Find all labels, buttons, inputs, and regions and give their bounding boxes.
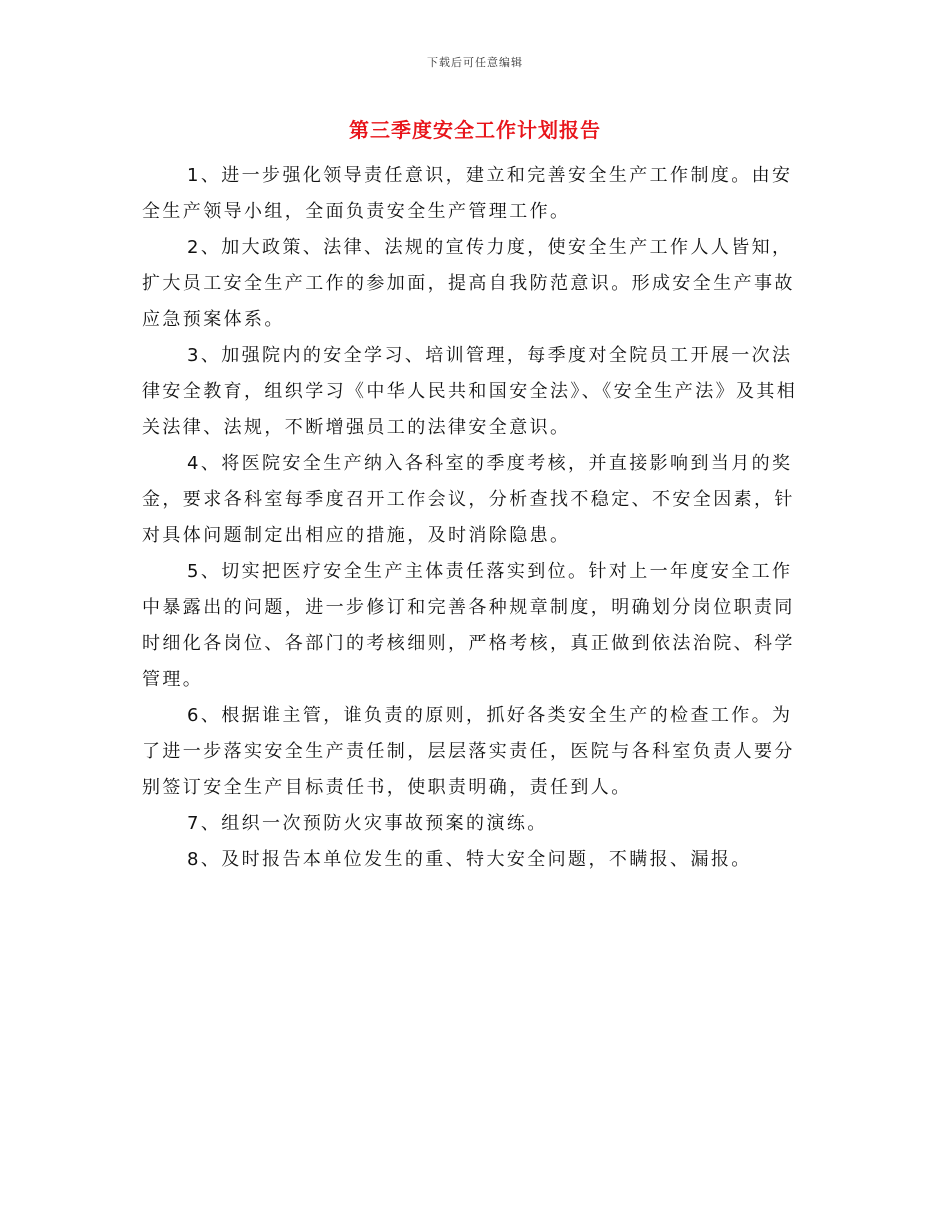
paragraph-4: 4、将医院安全生产纳入各科室的季度考核，并直接影响到当月的奖金，要求各科室每季度召开工作会议，分析查找不稳定、不安全因素，针对具体问题制定出相应的措施，及时消除隐患。 — [142, 453, 795, 546]
paragraph-1: 1、进一步强化领导责任意识，建立和完善安全生产工作制度。由安全生产领导小组，全面负责安全生产管理工作。 — [142, 165, 793, 222]
document-title: 第三季度安全工作计划报告 — [349, 118, 601, 142]
document-body — [142, 158, 812, 878]
paragraph-8: 8、及时报告本单位发生的重、特大安全问题，不瞒报、漏报。 — [187, 849, 752, 870]
header-note: 下载后可任意编辑 — [427, 56, 523, 69]
paragraph-5: 5、切实把医疗安全生产主体责任落实到位。针对上一年度安全工作中暴露出的问题，进一步修订和完善各种规章制度，明确划分岗位职责同时细化各岗位、各部门的考核细则，严格考核，真正做到依法治院、科学管理。 — [142, 561, 795, 690]
paragraph-6: 6、根据谁主管，谁负责的原则，抓好各类安全生产的检查工作。为了进一步落实安全生产责任制，层层落实责任，医院与各科室负责人要分别签订安全生产目标责任书，使职责明确，责任到人。 — [142, 705, 795, 798]
paragraph-7: 7、组织一次预防火灾事故预案的演练。 — [187, 813, 548, 834]
paragraph-3: 3、加强院内的安全学习、培训管理，每季度对全院员工开展一次法律安全教育，组织学习《中华人民共和国安全法》、《安全生产法》及其相关法律、法规，不断增强员工的法律安全意识。 — [142, 345, 798, 438]
paragraph-2: 2、加大政策、法律、法规的宣传力度，使安全生产工作人人皆知，扩大员工安全生产工作的参加面，提高自我防范意识。形成安全生产事故应急预案体系。 — [142, 237, 795, 330]
